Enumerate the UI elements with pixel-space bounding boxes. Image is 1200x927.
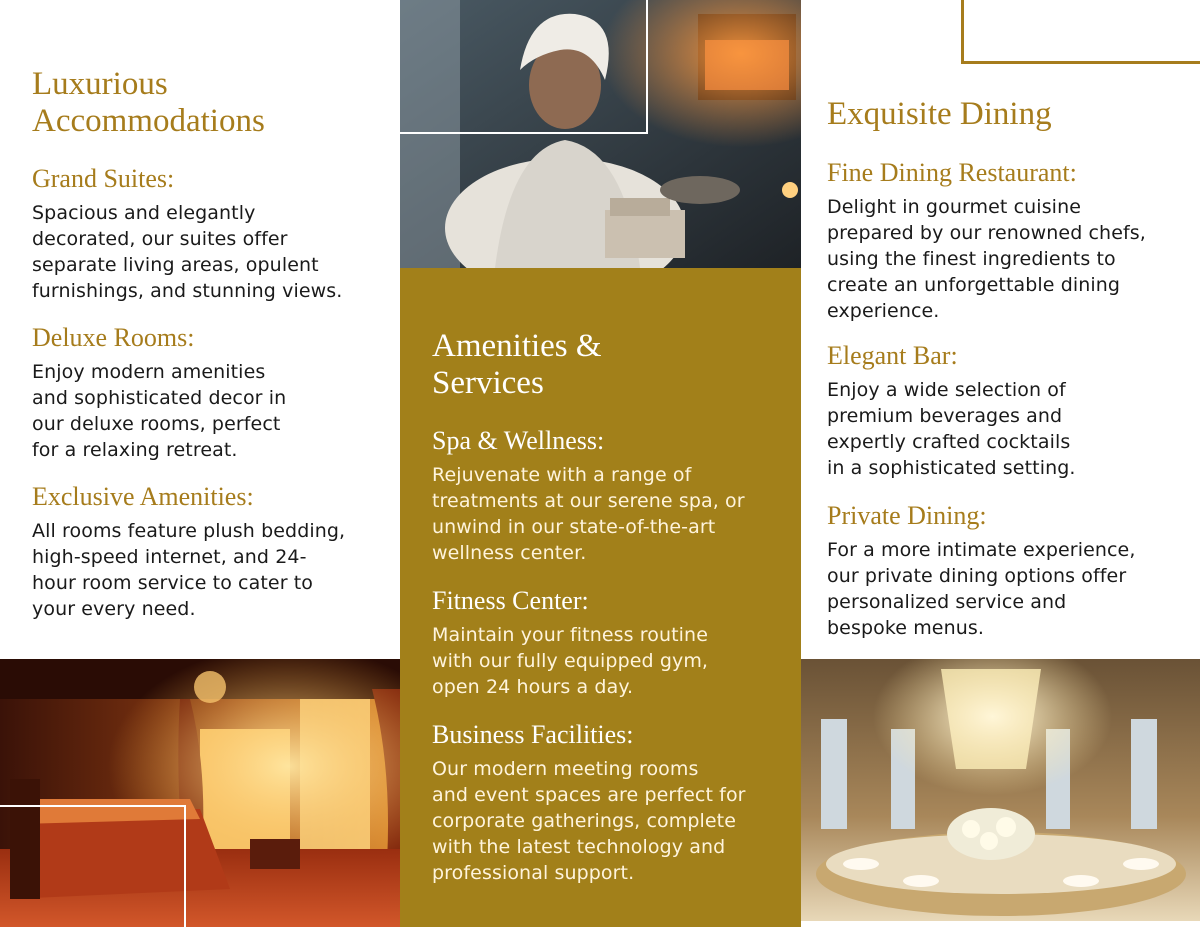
text-line: high-speed internet, and 24-	[32, 546, 307, 568]
text-line: our private dining options offer	[827, 565, 1127, 587]
amenities-panel	[400, 0, 801, 927]
text-line: bespoke menus.	[827, 617, 985, 639]
business-facilities-heading: Business Facilities:	[432, 720, 634, 749]
fine-dining-text	[827, 194, 1146, 324]
grand-suites-heading: Grand Suites:	[32, 164, 175, 193]
text-line: open 24 hours a day.	[432, 676, 634, 698]
banquet-illustration	[801, 659, 1200, 921]
text-line: premium beverages and	[827, 405, 1063, 427]
deluxe-rooms-text	[32, 359, 286, 463]
text-line: Enjoy a wide selection of	[827, 379, 1066, 401]
text-line: hour room service to cater to	[32, 572, 314, 594]
text-line: Spacious and elegantly	[32, 202, 256, 224]
text-line: our deluxe rooms, perfect	[32, 413, 281, 435]
text-line: wellness center.	[432, 542, 587, 564]
text-line: decorated, our suites offer	[32, 228, 288, 250]
text-line: furnishings, and stunning views.	[32, 280, 343, 302]
text-line: separate living areas, opulent	[32, 254, 319, 276]
amenities-title	[432, 328, 602, 402]
text-line: Our modern meeting rooms	[432, 758, 699, 780]
spa-wellness-text	[432, 462, 745, 566]
text-line: unwind in our state-of-the-art	[432, 516, 716, 538]
text-line: treatments at our serene spa, or	[432, 490, 745, 512]
text-line: experience.	[827, 300, 940, 322]
text-line: personalized service and	[827, 591, 1067, 613]
text-line: All rooms feature plush bedding,	[32, 520, 346, 542]
fine-dining-heading: Fine Dining Restaurant:	[827, 158, 1077, 187]
spa-guest-photo	[400, 0, 801, 268]
grand-suites-text	[32, 200, 342, 304]
accommodations-title-line2: Accommodations	[32, 103, 265, 139]
text-line: Delight in gourmet cuisine	[827, 196, 1081, 218]
text-line: professional support.	[432, 862, 635, 884]
exclusive-amenities-text	[32, 518, 345, 622]
elegant-bar-heading: Elegant Bar:	[827, 341, 958, 370]
luxury-bedroom-photo	[0, 659, 400, 927]
deluxe-rooms-heading: Deluxe Rooms:	[32, 323, 195, 352]
elegant-bar-text	[827, 377, 1076, 481]
banquet-hall-photo	[801, 659, 1200, 921]
spa-wellness-heading: Spa & Wellness:	[432, 426, 605, 455]
amenities-title-line2: Services	[432, 365, 544, 401]
text-line: using the finest ingredients to	[827, 248, 1116, 270]
accommodations-title	[32, 66, 265, 140]
text-line: Enjoy modern amenities	[32, 361, 266, 383]
text-line: create an unforgettable dining	[827, 274, 1121, 296]
text-line: and event spaces are perfect for	[432, 784, 746, 806]
text-line: and sophisticated decor in	[32, 387, 287, 409]
text-line: Maintain your fitness routine	[432, 624, 708, 646]
text-line: with our fully equipped gym,	[432, 650, 709, 672]
private-dining-heading: Private Dining:	[827, 501, 987, 530]
business-facilities-text	[432, 756, 746, 886]
text-line: your every need.	[32, 598, 196, 620]
accommodations-title-line1: Luxurious	[32, 66, 168, 102]
fitness-center-text	[432, 622, 708, 700]
decorative-frame	[0, 805, 186, 927]
private-dining-text	[827, 537, 1136, 641]
dining-title: Exquisite Dining	[827, 96, 1052, 132]
decorative-frame	[400, 0, 648, 134]
decorative-gold-corner	[961, 0, 1200, 64]
text-line: in a sophisticated setting.	[827, 457, 1076, 479]
text-line: For a more intimate experience,	[827, 539, 1136, 561]
dining-panel	[801, 0, 1200, 927]
text-line: expertly crafted cocktails	[827, 431, 1071, 453]
accommodations-panel	[0, 0, 400, 927]
text-line: with the latest technology and	[432, 836, 726, 858]
text-line: prepared by our renowned chefs,	[827, 222, 1146, 244]
text-line: Rejuvenate with a range of	[432, 464, 692, 486]
text-line: for a relaxing retreat.	[32, 439, 238, 461]
fitness-center-heading: Fitness Center:	[432, 586, 589, 615]
text-line: corporate gatherings, complete	[432, 810, 737, 832]
amenities-title-line1: Amenities &	[432, 328, 602, 364]
exclusive-amenities-heading: Exclusive Amenities:	[32, 482, 254, 511]
